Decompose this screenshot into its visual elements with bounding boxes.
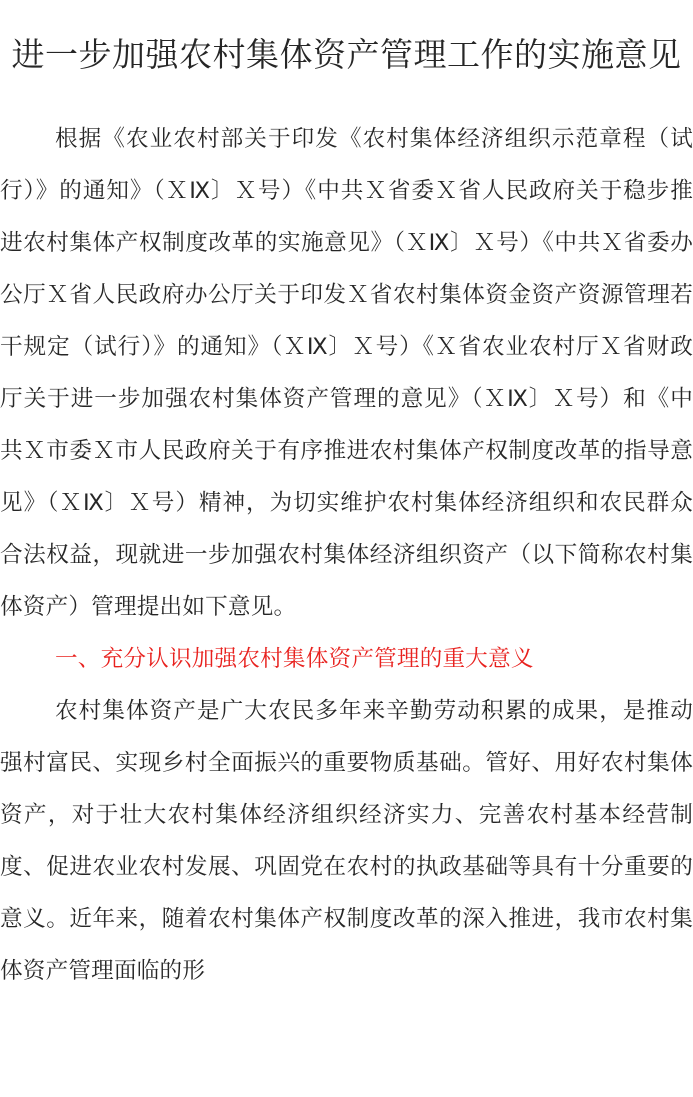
section-heading: 一、充分认识加强农村集体资产管理的重大意义 bbox=[55, 646, 534, 672]
intro-paragraph: 根据《农业农村部关于印发《农村集体经济组织示范章程（试行）》的通知》（ＸⅨ〕Ｘ号）《中共Ｘ省委Ｘ省人民政府关于稳步推进农村集体产权制度改革的实施意见》（ＸⅨ〕Ｘ号）《中共Ｘ省委办公厅Ｘ省人民政府办公厅关于印发Ｘ省农村集体资金资产资源管理若干规定（试行）》的通知》（ＸⅨ〕Ｘ号）《Ｘ省农业农村厅Ｘ省财政厅关于进一步加强农村集体资产管理的意见》（ＸⅨ〕Ｘ号）和《中共Ｘ市委Ｘ市人民政府关于有序推进农村集体产权制度改革的指导意见》（ＸⅨ〕Ｘ号）精神，为切实维护农村集体经济组织和农民群众合法权益，现就进一步加强农村集体经济组织资产（以下简称农村集体资产）管理提出如下意见。 bbox=[0, 126, 693, 620]
section-paragraph: 农村集体资产是广大农民多年来辛勤劳动积累的成果，是推动强村富民、实现乡村全面振兴的重要物质基础。管好、用好农村集体资产，对于壮大农村集体经济组织经济实力、完善农村基本经营制度、促进农业农村发展、巩固党在农村的执政基础等具有十分重要的意义。近年来，随着农村集体产权制度改革的深入推进，我市农村集体资产管理面临的形 bbox=[0, 698, 693, 984]
document-title: 进一步加强农村集体资产管理工作的实施意见 bbox=[11, 35, 682, 74]
